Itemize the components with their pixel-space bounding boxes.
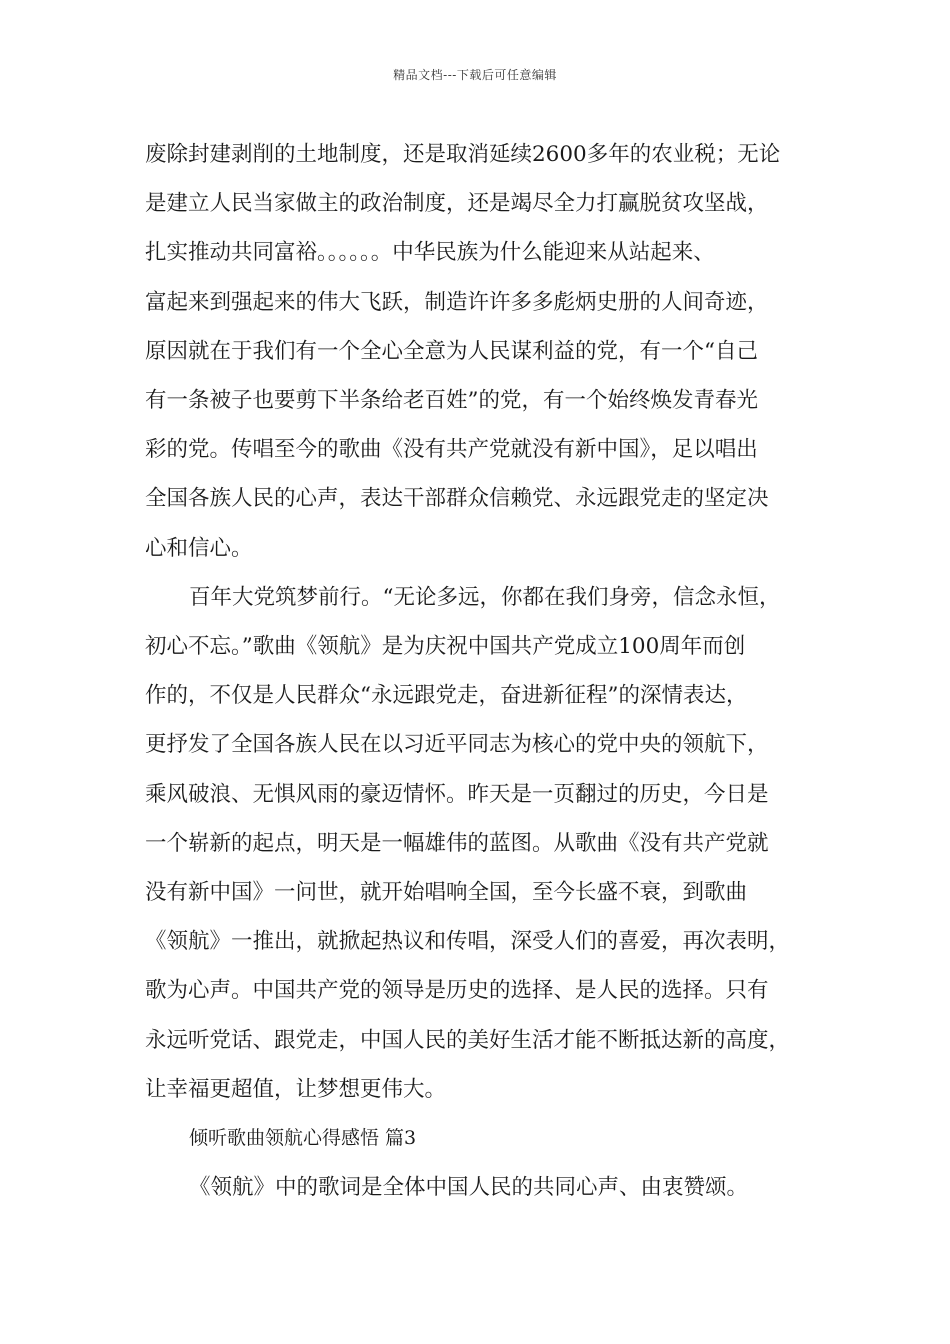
text-line: 废除封建剥削的土地制度，还是取消延续2600多年的农业税；无论: [145, 142, 781, 167]
text-line: 是建立人民当家做主的政治制度，还是竭尽全力打赢脱贫攻坚战，: [145, 191, 769, 217]
text-line: 没有新中国》一问世，就开始唱响全国，至今长盛不衰，到歌曲: [145, 880, 748, 906]
text-line: 心和信心。: [145, 535, 253, 561]
text-line: 有一条被子也要剪下半条给老百姓”的党，有一个始终焕发青春光: [145, 388, 758, 414]
text-line: 一个崭新的起点，明天是一幅雄伟的蓝图。从歌曲《没有共产党就: [145, 830, 769, 856]
text-line: 作的，不仅是人民群众“永远跟党走，奋进新征程”的深情表达，: [145, 683, 748, 709]
text-line: 《领航》一推出，就掀起热议和传唱，深受人们的喜爱，再次表明，: [145, 929, 791, 955]
document-body: [145, 130, 825, 1212]
text-line: 歌为心声。中国共产党的领导是历史的选择、是人民的选择。只有: [145, 978, 769, 1004]
paragraph-2: [145, 573, 825, 1114]
page-header: 精品文档---下载后可任意编辑: [393, 68, 557, 82]
text-line: 原因就在于我们有一个全心全意为人民谋利益的党，有一个“自己: [145, 338, 758, 364]
text-line: 全国各族人民的心声，表达干部群众信赖党、永远跟党走的坚定决: [145, 486, 769, 512]
text-line: 扎实推动共同富裕。。。。。。中华民族为什么能迎来从站起来、: [145, 240, 715, 266]
text-line: 乘风破浪、无惧风雨的豪迈情怀。昨天是一页翻过的历史，今日是: [145, 781, 769, 807]
paragraph-1: [145, 130, 825, 573]
text-line: 百年大党筑梦前行。“无论多远，你都在我们身旁，信念永恒，: [189, 584, 781, 610]
text-line: 永远听党话、跟党走，中国人民的美好生活才能不断抵达新的高度，: [145, 1027, 791, 1053]
text-line: 初心不忘。”歌曲《领航》是为庆祝中国共产党成立100周年而创: [145, 634, 746, 660]
paragraph-3: [145, 1163, 825, 1212]
text-line: 更抒发了全国各族人民在以习近平同志为核心的党中央的领航下，: [145, 732, 769, 758]
section-heading: 倾听歌曲领航心得感悟 篇3: [189, 1127, 417, 1150]
text-line: 富起来到强起来的伟大飞跃，制造许许多多彪炳史册的人间奇迹，: [145, 289, 769, 315]
text-line: 彩的党。传唱至今的歌曲《没有共产党就没有新中国》，足以唱出: [145, 437, 758, 463]
text-line: 《领航》中的歌词是全体中国人民的共同心声、由衷赞颂。: [189, 1175, 749, 1201]
text-line: 让幸福更超值，让梦想更伟大。: [145, 1076, 447, 1102]
